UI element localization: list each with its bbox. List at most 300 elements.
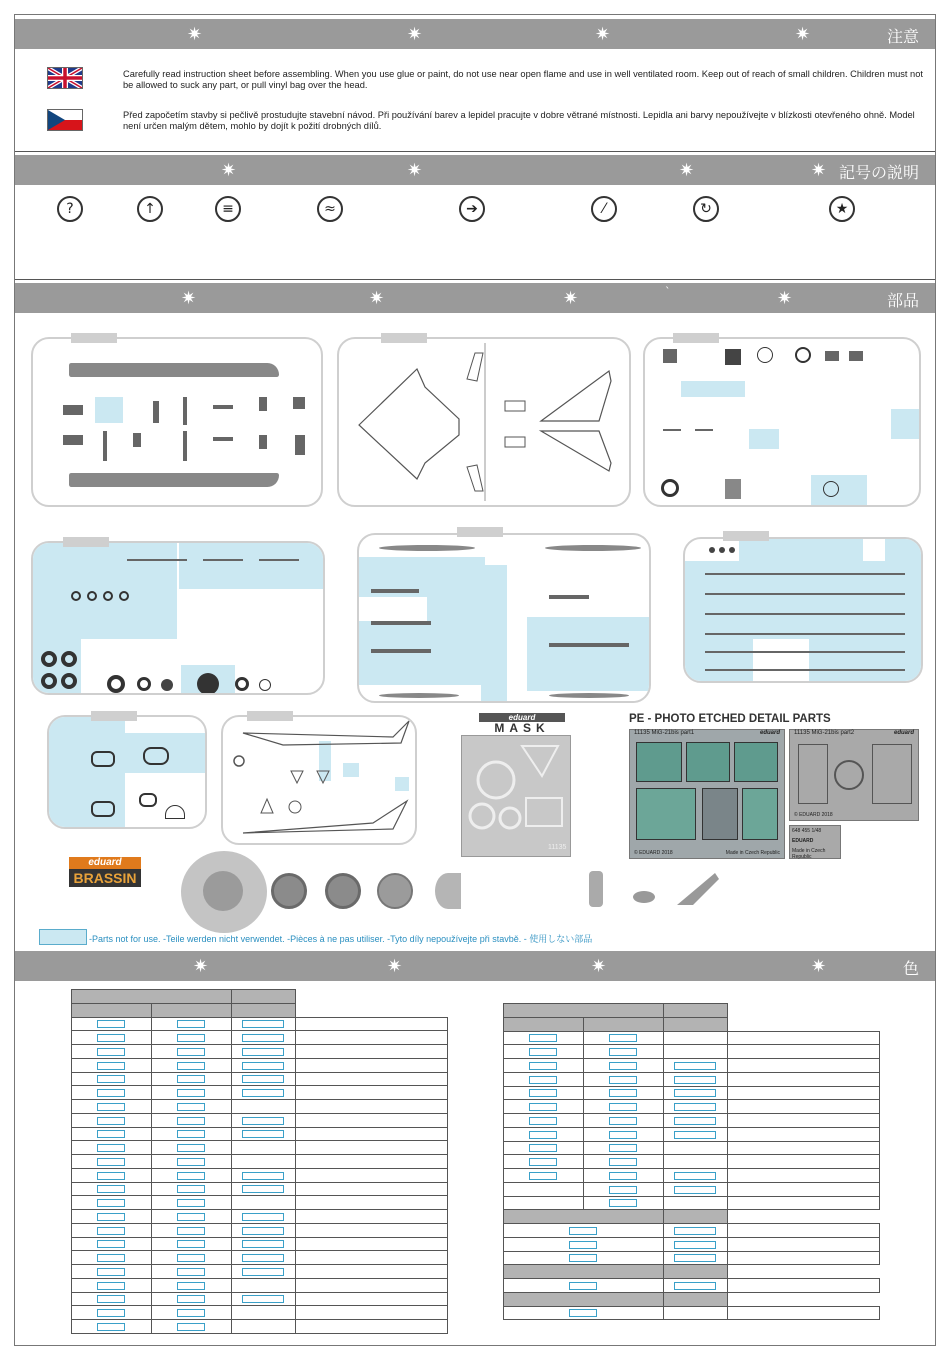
colour-code-box <box>177 1103 205 1111</box>
colour-cell <box>583 1155 663 1169</box>
pe-fret-2-copyright: © EDUARD 2018 <box>794 812 833 818</box>
colour-cell <box>151 1223 231 1237</box>
thread-icon: ≈ <box>317 196 343 222</box>
colour-cell <box>231 1251 295 1265</box>
colour-code-box <box>674 1254 716 1262</box>
colour-code-box <box>177 1240 205 1248</box>
star-icon: ✷ <box>595 24 611 45</box>
colour-cell <box>151 1072 231 1086</box>
wheel-part <box>61 673 77 689</box>
colour-row <box>72 1031 448 1045</box>
sprue-tag <box>91 711 137 721</box>
wheel-part <box>137 677 151 691</box>
colour-cell <box>583 1127 663 1141</box>
colours-title: 色 <box>902 959 919 978</box>
colour-cell <box>295 1237 447 1251</box>
colour-cell <box>151 1182 231 1196</box>
resin-hub-part <box>271 873 307 909</box>
colour-cell <box>504 1127 584 1141</box>
colour-code-box <box>97 1213 125 1221</box>
colour-code-box <box>97 1227 125 1235</box>
sprue-canopy <box>47 715 207 829</box>
colour-code-box <box>97 1185 125 1193</box>
colour-cell <box>583 1196 663 1210</box>
colour-cell <box>663 1251 727 1265</box>
colour-cell <box>727 1031 879 1045</box>
colour-cell <box>583 1169 663 1183</box>
part <box>719 547 725 553</box>
colour-cell <box>72 1237 152 1251</box>
part <box>661 479 679 497</box>
colour-cell <box>295 1141 447 1155</box>
colour-code-box <box>242 1089 284 1097</box>
colour-row <box>504 1086 880 1100</box>
cut-icon: ⁄ <box>591 196 617 222</box>
colour-cell <box>663 1059 727 1073</box>
colour-cell <box>72 1278 152 1292</box>
colour-cell <box>663 1100 727 1114</box>
canopy-part <box>139 793 157 807</box>
colour-code-box <box>97 1048 125 1056</box>
colour-cell <box>583 1182 663 1196</box>
unused-part-highlight <box>527 617 651 663</box>
colour-cell <box>727 1265 879 1279</box>
colour-cell <box>727 1155 879 1169</box>
colour-cell <box>231 1292 295 1306</box>
colour-row <box>72 1237 448 1251</box>
pe-part <box>798 744 828 804</box>
colour-code-box <box>242 1020 284 1028</box>
colour-row <box>504 1031 880 1045</box>
pe-fret-3-code: 648 455 1/48 <box>792 828 822 834</box>
unused-part-highlight <box>739 539 863 561</box>
part <box>663 349 677 363</box>
fuselage-half-part <box>69 473 279 487</box>
missile-part <box>371 589 419 593</box>
wheel-hub <box>203 871 243 911</box>
colour-cell <box>504 1086 584 1100</box>
colour-cell <box>72 1100 152 1114</box>
colour-cell <box>151 1278 231 1292</box>
colour-cell <box>231 1237 295 1251</box>
colour-code-box <box>97 1158 125 1166</box>
colour-cell <box>727 1182 879 1196</box>
colour-cell <box>727 1114 879 1128</box>
colour-row <box>72 1017 448 1031</box>
colour-cell <box>583 1141 663 1155</box>
canopy-part <box>91 801 115 817</box>
colour-cell <box>663 1306 727 1320</box>
resin-wheel-part <box>181 851 267 933</box>
colour-code-box <box>177 1020 205 1028</box>
part <box>725 349 741 365</box>
colour-cell <box>231 1168 295 1182</box>
part <box>705 633 905 635</box>
part <box>259 397 267 411</box>
unused-part-highlight <box>427 597 487 621</box>
colour-cell <box>295 1003 447 1017</box>
colour-cell <box>727 1196 879 1210</box>
colour-cell <box>504 1251 664 1265</box>
part <box>119 591 129 601</box>
colour-code-box <box>177 1282 205 1290</box>
colour-code-box <box>177 1323 205 1331</box>
colour-code-box <box>177 1158 205 1166</box>
colour-row <box>72 1223 448 1237</box>
colour-cell <box>727 1141 879 1155</box>
colour-code-box <box>242 1254 284 1262</box>
colour-cell <box>72 1113 152 1127</box>
colour-code-box <box>177 1227 205 1235</box>
accent-mark: ` <box>665 285 671 298</box>
colour-cell <box>663 1237 727 1251</box>
pe-fret-1 <box>629 729 785 859</box>
colour-code-box <box>97 1020 125 1028</box>
colour-row <box>504 1169 880 1183</box>
part <box>213 437 233 441</box>
canopy-part <box>91 751 115 767</box>
colour-cell <box>504 1265 664 1279</box>
colour-code-box <box>609 1144 637 1152</box>
star-icon: ✷ <box>679 160 695 181</box>
part <box>71 591 81 601</box>
mask-sheet <box>461 735 571 857</box>
parts-header-bar <box>15 283 935 313</box>
colour-cell <box>231 1017 295 1031</box>
colour-cell <box>151 1017 231 1031</box>
colour-cell <box>151 1100 231 1114</box>
colour-code-box <box>97 1089 125 1097</box>
part <box>203 559 243 561</box>
colour-cell <box>663 1265 727 1279</box>
colour-code-box <box>674 1103 716 1111</box>
part <box>823 481 839 497</box>
part <box>183 397 187 425</box>
star-icon: ✷ <box>591 956 607 977</box>
colour-cell <box>231 1196 295 1210</box>
colour-cell <box>72 1251 152 1265</box>
colour-cell <box>504 1210 664 1224</box>
colour-cell <box>727 1100 879 1114</box>
colour-row <box>72 1278 448 1292</box>
unused-part-highlight <box>811 475 867 507</box>
colour-row <box>504 1251 880 1265</box>
star-icon: ✷ <box>369 288 385 309</box>
colour-row <box>504 1224 880 1238</box>
colour-cell <box>72 1086 152 1100</box>
colour-row <box>504 1127 880 1141</box>
instruction-page <box>14 14 936 1346</box>
wheel-part <box>235 677 249 691</box>
colour-code-box <box>674 1089 716 1097</box>
colour-row <box>72 1306 448 1320</box>
colour-row <box>504 1045 880 1059</box>
side-console-part <box>742 788 778 840</box>
unused-part-highlight <box>891 409 919 439</box>
colour-cell <box>504 1182 584 1196</box>
colour-code-box <box>177 1254 205 1262</box>
star-icon: ✷ <box>387 956 403 977</box>
unused-parts-legend-text: -Parts not for use. -Teile werden nicht verwendet. -Pièces à ne pas utiliser. -Tyto díly nepoužívejte při stavbě. - 使用しない部品 <box>89 934 593 944</box>
colour-code-box <box>674 1241 716 1249</box>
colour-cell <box>663 1004 727 1018</box>
colour-table-left <box>71 989 448 1334</box>
part <box>295 435 305 455</box>
colour-cell <box>151 1155 231 1169</box>
colour-cell <box>231 1003 295 1017</box>
colour-row <box>504 1279 880 1293</box>
colour-cell <box>72 1168 152 1182</box>
unused-part-highlight <box>809 639 923 683</box>
divider <box>15 151 935 152</box>
pe-fret-1-made: Made in Czech Republic <box>725 850 780 856</box>
colour-cell <box>663 1017 727 1031</box>
colour-cell <box>72 1210 152 1224</box>
part <box>705 669 905 671</box>
colour-code-box <box>97 1130 125 1138</box>
colour-code-box <box>97 1309 125 1317</box>
colour-cell <box>151 1127 231 1141</box>
colour-cell <box>231 1182 295 1196</box>
colour-code-box <box>242 1117 284 1125</box>
colour-code-box <box>177 1075 205 1083</box>
colour-code-box <box>177 1034 205 1042</box>
wheel-part <box>41 673 57 689</box>
colour-cell <box>663 1279 727 1293</box>
colour-cell <box>663 1169 727 1183</box>
colour-code-box <box>177 1309 205 1317</box>
colour-cell <box>72 1223 152 1237</box>
colour-cell <box>295 1251 447 1265</box>
colour-code-box <box>242 1075 284 1083</box>
colour-code-box <box>529 1076 557 1084</box>
part <box>259 435 267 449</box>
part <box>705 593 905 595</box>
colour-cell <box>504 1045 584 1059</box>
colour-cell <box>583 1100 663 1114</box>
sprue-tag <box>63 537 109 547</box>
colour-cell <box>231 1141 295 1155</box>
sprue-fins <box>221 715 417 845</box>
colour-cell <box>72 1141 152 1155</box>
colour-cell <box>727 1059 879 1073</box>
colour-code-box <box>97 1254 125 1262</box>
colour-code-box <box>674 1062 716 1070</box>
colour-cell <box>151 1196 231 1210</box>
colour-cell <box>231 1155 295 1169</box>
colour-code-box <box>529 1158 557 1166</box>
resin-hub-part <box>435 873 461 909</box>
colour-cell <box>151 1141 231 1155</box>
colour-cell <box>583 1059 663 1073</box>
sand-icon: ≡ <box>215 196 241 222</box>
colour-cell <box>151 1003 231 1017</box>
colour-cell <box>727 1279 879 1293</box>
colour-cell <box>72 1320 152 1334</box>
colour-code-box <box>529 1034 557 1042</box>
colour-cell <box>504 1141 584 1155</box>
colour-code-box <box>97 1075 125 1083</box>
colour-cell <box>151 1210 231 1224</box>
colour-code-box <box>97 1323 125 1331</box>
rotate-icon: ↻ <box>693 196 719 222</box>
colour-code-box <box>177 1089 205 1097</box>
colour-cell <box>72 1045 152 1059</box>
colour-table-right <box>503 1003 880 1320</box>
fuel-tank-part <box>379 545 475 551</box>
colour-cell <box>231 1127 295 1141</box>
colour-code-box <box>97 1144 125 1152</box>
colour-cell <box>231 1210 295 1224</box>
bend-icon: ↑ <box>137 196 163 222</box>
colour-code-box <box>177 1295 205 1303</box>
colour-cell <box>663 1114 727 1128</box>
colour-cell <box>295 990 447 1004</box>
missile-part <box>371 649 431 653</box>
resin-hub-part <box>377 873 413 909</box>
colour-code-box <box>529 1172 557 1180</box>
star-icon: ✷ <box>777 288 793 309</box>
instrument-panel-part <box>686 742 730 782</box>
colour-row <box>72 1127 448 1141</box>
colour-cell <box>663 1141 727 1155</box>
star-icon: ✷ <box>811 956 827 977</box>
colour-cell <box>151 1113 231 1127</box>
colour-code-box <box>674 1076 716 1084</box>
colour-cell <box>295 1155 447 1169</box>
colour-cell <box>72 1196 152 1210</box>
colour-code-box <box>97 1103 125 1111</box>
colour-code-box <box>674 1117 716 1125</box>
colour-cell <box>504 1279 664 1293</box>
colour-code-box <box>242 1130 284 1138</box>
part <box>183 431 187 461</box>
colour-code-box <box>97 1295 125 1303</box>
colour-cell <box>72 1155 152 1169</box>
instrument-panel-part <box>734 742 778 782</box>
colour-code-box <box>609 1158 637 1166</box>
colour-code-box <box>177 1185 205 1193</box>
colour-cell <box>295 1320 447 1334</box>
colour-code-box <box>177 1062 205 1070</box>
colour-cell <box>151 1031 231 1045</box>
colour-cell <box>295 1017 447 1031</box>
uk-flag-icon <box>47 67 83 89</box>
colour-code-box <box>242 1034 284 1042</box>
colour-code-box <box>177 1117 205 1125</box>
colour-row <box>504 1059 880 1073</box>
fuel-tank-part <box>379 693 459 698</box>
wheel-part <box>107 675 125 693</box>
colour-code-box <box>177 1172 205 1180</box>
colour-row <box>504 1114 880 1128</box>
part <box>705 651 905 653</box>
colour-row <box>72 1100 448 1114</box>
colour-code-box <box>609 1103 637 1111</box>
colour-cell <box>72 1182 152 1196</box>
colour-cell <box>231 1223 295 1237</box>
colour-row <box>72 1155 448 1169</box>
colour-code-box <box>609 1172 637 1180</box>
symbols-header-bar <box>15 155 935 185</box>
colour-cell <box>663 1224 727 1238</box>
sprue-tag <box>381 333 427 343</box>
colour-cell <box>663 1072 727 1086</box>
colour-code-box <box>609 1199 637 1207</box>
colour-cell <box>151 1292 231 1306</box>
colour-row <box>72 1113 448 1127</box>
colour-cell <box>151 1320 231 1334</box>
colour-code-box <box>97 1062 125 1070</box>
colour-cell <box>151 1086 231 1100</box>
colour-table-subheader <box>504 1017 880 1031</box>
colour-code-box <box>609 1117 637 1125</box>
colour-cell <box>151 1265 231 1279</box>
colour-row <box>504 1196 880 1210</box>
sprue-tag <box>71 333 117 343</box>
colour-row <box>72 1168 448 1182</box>
pe-fret-2-label: 11135 MiG-21bis part2 <box>794 730 855 736</box>
sprue-tag <box>457 527 503 537</box>
colour-code-box <box>177 1199 205 1207</box>
brassin-logo <box>69 857 141 887</box>
part <box>757 347 773 363</box>
part <box>725 479 741 499</box>
unused-parts-legend-swatch <box>39 929 87 945</box>
colour-code-box <box>569 1282 597 1290</box>
colour-row <box>72 1292 448 1306</box>
colour-code-box <box>242 1062 284 1070</box>
colour-cell <box>295 1058 447 1072</box>
colour-cell <box>727 1017 879 1031</box>
colour-cell <box>504 1072 584 1086</box>
colour-row <box>72 1265 448 1279</box>
colour-code-box <box>97 1268 125 1276</box>
colour-row <box>504 1072 880 1086</box>
colour-cell <box>295 1100 447 1114</box>
pe-fret-2-brand: eduard <box>893 730 914 736</box>
colour-cell <box>231 990 295 1004</box>
colour-row <box>72 1072 448 1086</box>
colour-cell <box>231 1100 295 1114</box>
colour-cell <box>231 1045 295 1059</box>
colour-row <box>72 1320 448 1334</box>
part <box>729 547 735 553</box>
colour-cell <box>583 1017 663 1031</box>
colour-code-box <box>242 1048 284 1056</box>
divider <box>15 279 935 280</box>
part <box>795 347 811 363</box>
pe-part <box>872 744 912 804</box>
colour-code-box <box>177 1213 205 1221</box>
colour-code-box <box>97 1282 125 1290</box>
colour-cell <box>151 1045 231 1059</box>
colour-cell <box>295 1278 447 1292</box>
sprue-tag <box>673 333 719 343</box>
colour-cell <box>727 1292 879 1306</box>
colour-cell <box>295 1182 447 1196</box>
colour-cell <box>504 1237 664 1251</box>
colour-cell <box>231 1086 295 1100</box>
colour-cell <box>72 1265 152 1279</box>
colour-cell <box>504 1155 584 1169</box>
mask-brand: eduard <box>479 713 565 722</box>
colour-cell <box>231 1306 295 1320</box>
colour-cell <box>727 1306 879 1320</box>
colour-code-box <box>97 1199 125 1207</box>
fuel-tank-part <box>549 693 629 698</box>
parts-title: 部品 <box>886 291 919 310</box>
